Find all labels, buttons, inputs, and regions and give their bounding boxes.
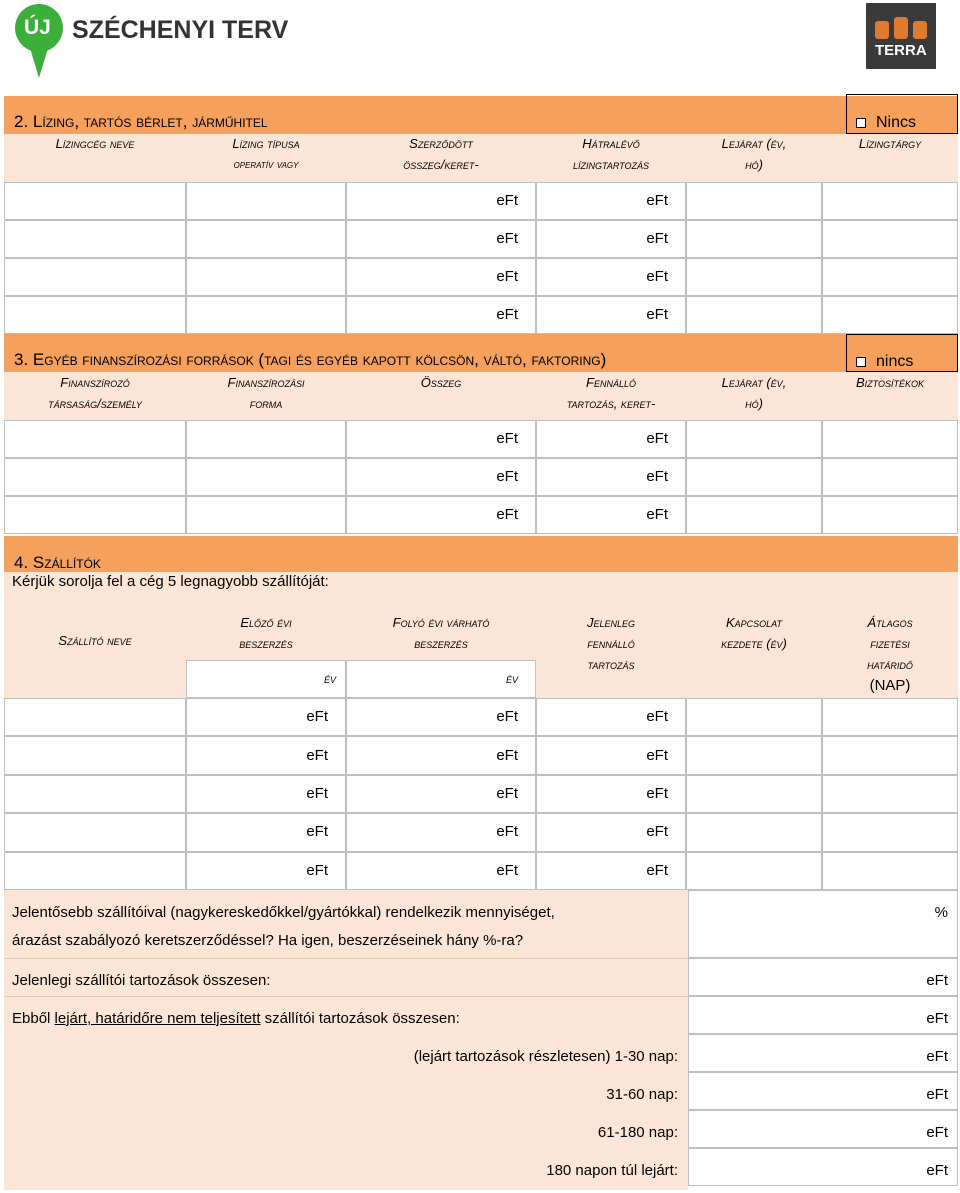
section4-subtitle: Kérjük sorolja fel a cég 5 legnagyobb szállítóját: (12, 573, 329, 590)
s3-hdr-osszeg: Összeg (420, 375, 462, 390)
q1-line2: árazást szabályozó keretszerződéssel? Ha igen, beszerzéseinek hány %-ra? (12, 932, 524, 949)
logo-uj-text: ÚJ (24, 16, 51, 39)
s4-cell-4[interactable] (686, 775, 822, 813)
s4-hdr-jelenleg2: fennálló (587, 636, 635, 651)
s4-cell-5[interactable] (822, 775, 958, 813)
checkbox-icon[interactable] (856, 357, 866, 367)
s4-hdr-jelenleg3: tartozás (587, 657, 635, 672)
q5-unit: eFt (926, 1086, 948, 1103)
s4-hdr-atlagos2: fizetési (870, 636, 910, 651)
s3-cell-1[interactable] (186, 420, 346, 458)
s2-cell-0[interactable] (4, 296, 186, 334)
s2-hdr-lizingtargy: Lízingtárgy (858, 136, 922, 151)
q6-unit: eFt (926, 1124, 948, 1141)
s2-unit-label: eFt (496, 306, 518, 323)
q3-underlined: lejárt, határidőre nem teljesített (54, 1010, 261, 1027)
s3-cell-0[interactable] (4, 420, 186, 458)
s4-unit-label: eFt (306, 823, 328, 841)
s2-cell-5[interactable] (822, 182, 958, 220)
s4-hdr-folyo: Folyó évi várható (392, 615, 490, 630)
s2-unit-label: eFt (496, 268, 518, 285)
s3-hdr-biztositekok: Biztosítékok (855, 375, 924, 390)
s2-hdr-szerzodott: Szerződött (409, 136, 473, 151)
q1-line1: Jelentősebb szállítóival (nagykereskedőkkel/gyártókkal) rendelkezik mennyiséget, (12, 904, 555, 921)
q5-label: 31-60 nap: (606, 1086, 678, 1103)
s4-cell-0[interactable] (4, 813, 186, 851)
szechenyi-leaf-icon (8, 2, 70, 80)
q2-unit: eFt (926, 972, 948, 989)
s2-cell-5[interactable] (822, 258, 958, 296)
s4-hdr-jelenleg: Jelenleg (586, 615, 636, 630)
q3-unit: eFt (926, 1010, 948, 1027)
q2-label: Jelenlegi szállítói tartozások összesen: (12, 972, 271, 989)
s4-unit-label: eFt (306, 708, 328, 726)
logo-terra-text: TERRA (875, 42, 927, 59)
s3-cell-1[interactable] (186, 496, 346, 534)
s2-cell-4[interactable] (686, 220, 822, 258)
s2-unit-label: eFt (496, 192, 518, 209)
s3-cell-4[interactable] (686, 496, 822, 534)
s2-hdr-tipus2: operatív vagy (233, 157, 299, 171)
s4-unit-label: eFt (306, 785, 328, 802)
s3-hdr-fennallo: Fennálló (586, 375, 636, 390)
q7-label: 180 napon túl lejárt: (546, 1162, 678, 1179)
s4-hdr-kapcsolat2: kezdete (év) (721, 636, 787, 651)
s3-cell-4[interactable] (686, 420, 822, 458)
s4-cell-0[interactable] (4, 852, 186, 890)
s4-cell-4[interactable] (686, 736, 822, 774)
q4-label: (lejárt tartozások részletesen) 1-30 nap: (413, 1048, 678, 1065)
s4-cell-4[interactable] (686, 852, 822, 890)
s4-unit-label: eFt (306, 861, 328, 879)
s2-cell-1[interactable] (186, 296, 346, 334)
s3-hdr-fennallo2: tartozás, keret- (566, 396, 656, 411)
section3-nincs-label: nincs (876, 353, 914, 370)
s3-hdr-forma2: forma (249, 396, 283, 411)
s4-hdr-atlagos3: határidő (867, 657, 913, 672)
s4-unit-label: eFt (306, 746, 328, 764)
s2-cell-5[interactable] (822, 296, 958, 334)
s2-hdr-hatralevo: Hátralévő (582, 136, 640, 151)
s2-hdr-lejarat2: hó) (745, 157, 763, 172)
s2-unit-label: eFt (646, 230, 668, 247)
s4-cell-0[interactable] (4, 698, 186, 736)
s2-hdr-hatralevo2: lízingtartozás (572, 157, 649, 172)
s4-year-prev-label: év (323, 671, 336, 686)
s4-hdr-atlagos4: (NAP) (869, 677, 911, 694)
q6-label: 61-180 nap: (597, 1124, 678, 1141)
s4-hdr-elozo2: beszerzés (239, 636, 293, 651)
s2-cell-5[interactable] (822, 220, 958, 258)
section3-title: 3. Egyéb finanszírozási források (tagi és egyéb kapott kölcsön, váltó, faktoring) (14, 350, 607, 369)
s3-cell-5[interactable] (822, 458, 958, 496)
s4-cell-0[interactable] (4, 775, 186, 813)
s2-hdr-tipus: Lízing típusa (232, 136, 300, 151)
s4-unit-label: eFt (646, 785, 668, 802)
s3-hdr-finanszirozo2: társaság/személy (48, 396, 142, 411)
s2-cell-4[interactable] (686, 182, 822, 220)
terra-logo (866, 3, 936, 69)
s3-cell-5[interactable] (822, 420, 958, 458)
section4-title: 4. Szállítók (14, 553, 101, 572)
q-divider (4, 958, 688, 959)
s4-unit-label: eFt (646, 746, 668, 764)
s4-cell-4[interactable] (686, 813, 822, 851)
s2-unit-label: eFt (646, 268, 668, 285)
s3-unit-label: eFt (646, 506, 668, 523)
s2-cell-4[interactable] (686, 258, 822, 296)
s2-hdr-lizingceg: Lízingcég neve (55, 136, 135, 151)
s4-cell-0[interactable] (4, 736, 186, 774)
s4-unit-label: eFt (496, 823, 518, 841)
s3-cell-1[interactable] (186, 458, 346, 496)
s2-hdr-szerzodott2: összeg/keret- (403, 157, 479, 172)
s4-cell-5[interactable] (822, 736, 958, 774)
s4-hdr-elozo: Előző évi (240, 615, 292, 630)
s2-cell-4[interactable] (686, 296, 822, 334)
s3-hdr-lejarat2: hó) (745, 396, 763, 411)
s4-unit-label: eFt (646, 823, 668, 841)
s3-unit-label: eFt (496, 506, 518, 523)
s2-cell-0[interactable] (4, 182, 186, 220)
s4-cell-5[interactable] (822, 698, 958, 736)
s4-unit-label: eFt (646, 708, 668, 726)
s3-cell-4[interactable] (686, 458, 822, 496)
s2-cell-0[interactable] (4, 258, 186, 296)
s4-year-cur-label: év (505, 671, 518, 686)
s3-unit-label: eFt (496, 468, 518, 485)
s3-hdr-lejarat: Lejárat (év, (721, 375, 787, 390)
s4-unit-label: eFt (646, 861, 668, 879)
q1-unit: % (934, 904, 948, 921)
s3-unit-label: eFt (496, 430, 518, 447)
q3-label (12, 1010, 460, 1027)
s2-cell-0[interactable] (4, 220, 186, 258)
s3-hdr-finanszirozo: Finanszírozó (60, 375, 130, 390)
s2-cell-1[interactable] (186, 220, 346, 258)
s2-unit-label: eFt (496, 230, 518, 247)
s3-cell-0[interactable] (4, 496, 186, 534)
q7-unit: eFt (926, 1162, 948, 1179)
s4-cell-4[interactable] (686, 698, 822, 736)
s3-hdr-forma: Finanszírozási (227, 375, 305, 390)
s2-cell-1[interactable] (186, 258, 346, 296)
s3-cell-5[interactable] (822, 496, 958, 534)
s4-unit-label: eFt (496, 746, 518, 764)
s4-hdr-folyo2: beszerzés (414, 636, 468, 651)
s2-unit-label: eFt (646, 306, 668, 323)
section2-nincs-checkbox[interactable] (856, 114, 916, 132)
logo-szechenyi-text: SZÉCHENYI TERV (72, 16, 289, 44)
q4-unit: eFt (926, 1048, 948, 1065)
q-divider (4, 996, 688, 997)
szechenyi-logo (8, 2, 289, 80)
s4-cell-5[interactable] (822, 813, 958, 851)
section4-title-bar (4, 536, 958, 574)
s2-cell-1[interactable] (186, 182, 346, 220)
section3-nincs-checkbox[interactable] (856, 353, 913, 371)
section2-nincs-label: Nincs (876, 114, 917, 131)
s4-hdr-atlagos: Átlagos (867, 615, 913, 630)
checkbox-icon[interactable] (856, 118, 866, 128)
s4-unit-label: eFt (496, 861, 518, 879)
s4-hdr-kapcsolat: Kapcsolat (725, 615, 783, 630)
s3-unit-label: eFt (646, 468, 668, 485)
q3-suffix: szállítói tartozások összesen: (264, 1010, 460, 1027)
s4-unit-label: eFt (496, 785, 518, 802)
s3-cell-0[interactable] (4, 458, 186, 496)
s4-hdr-szallito: Szállító neve (58, 633, 132, 648)
s2-unit-label: eFt (646, 192, 668, 209)
s3-unit-label: eFt (646, 430, 668, 447)
s2-hdr-lejarat: Lejárat (év, (721, 136, 787, 151)
section2-title: 2. Lízing, tartós bérlet, járműhitel (14, 112, 268, 131)
q3-prefix: Ebből (12, 1010, 51, 1027)
q1-answer-field[interactable] (688, 890, 958, 958)
s4-cell-5[interactable] (822, 852, 958, 890)
s4-unit-label: eFt (496, 708, 518, 726)
